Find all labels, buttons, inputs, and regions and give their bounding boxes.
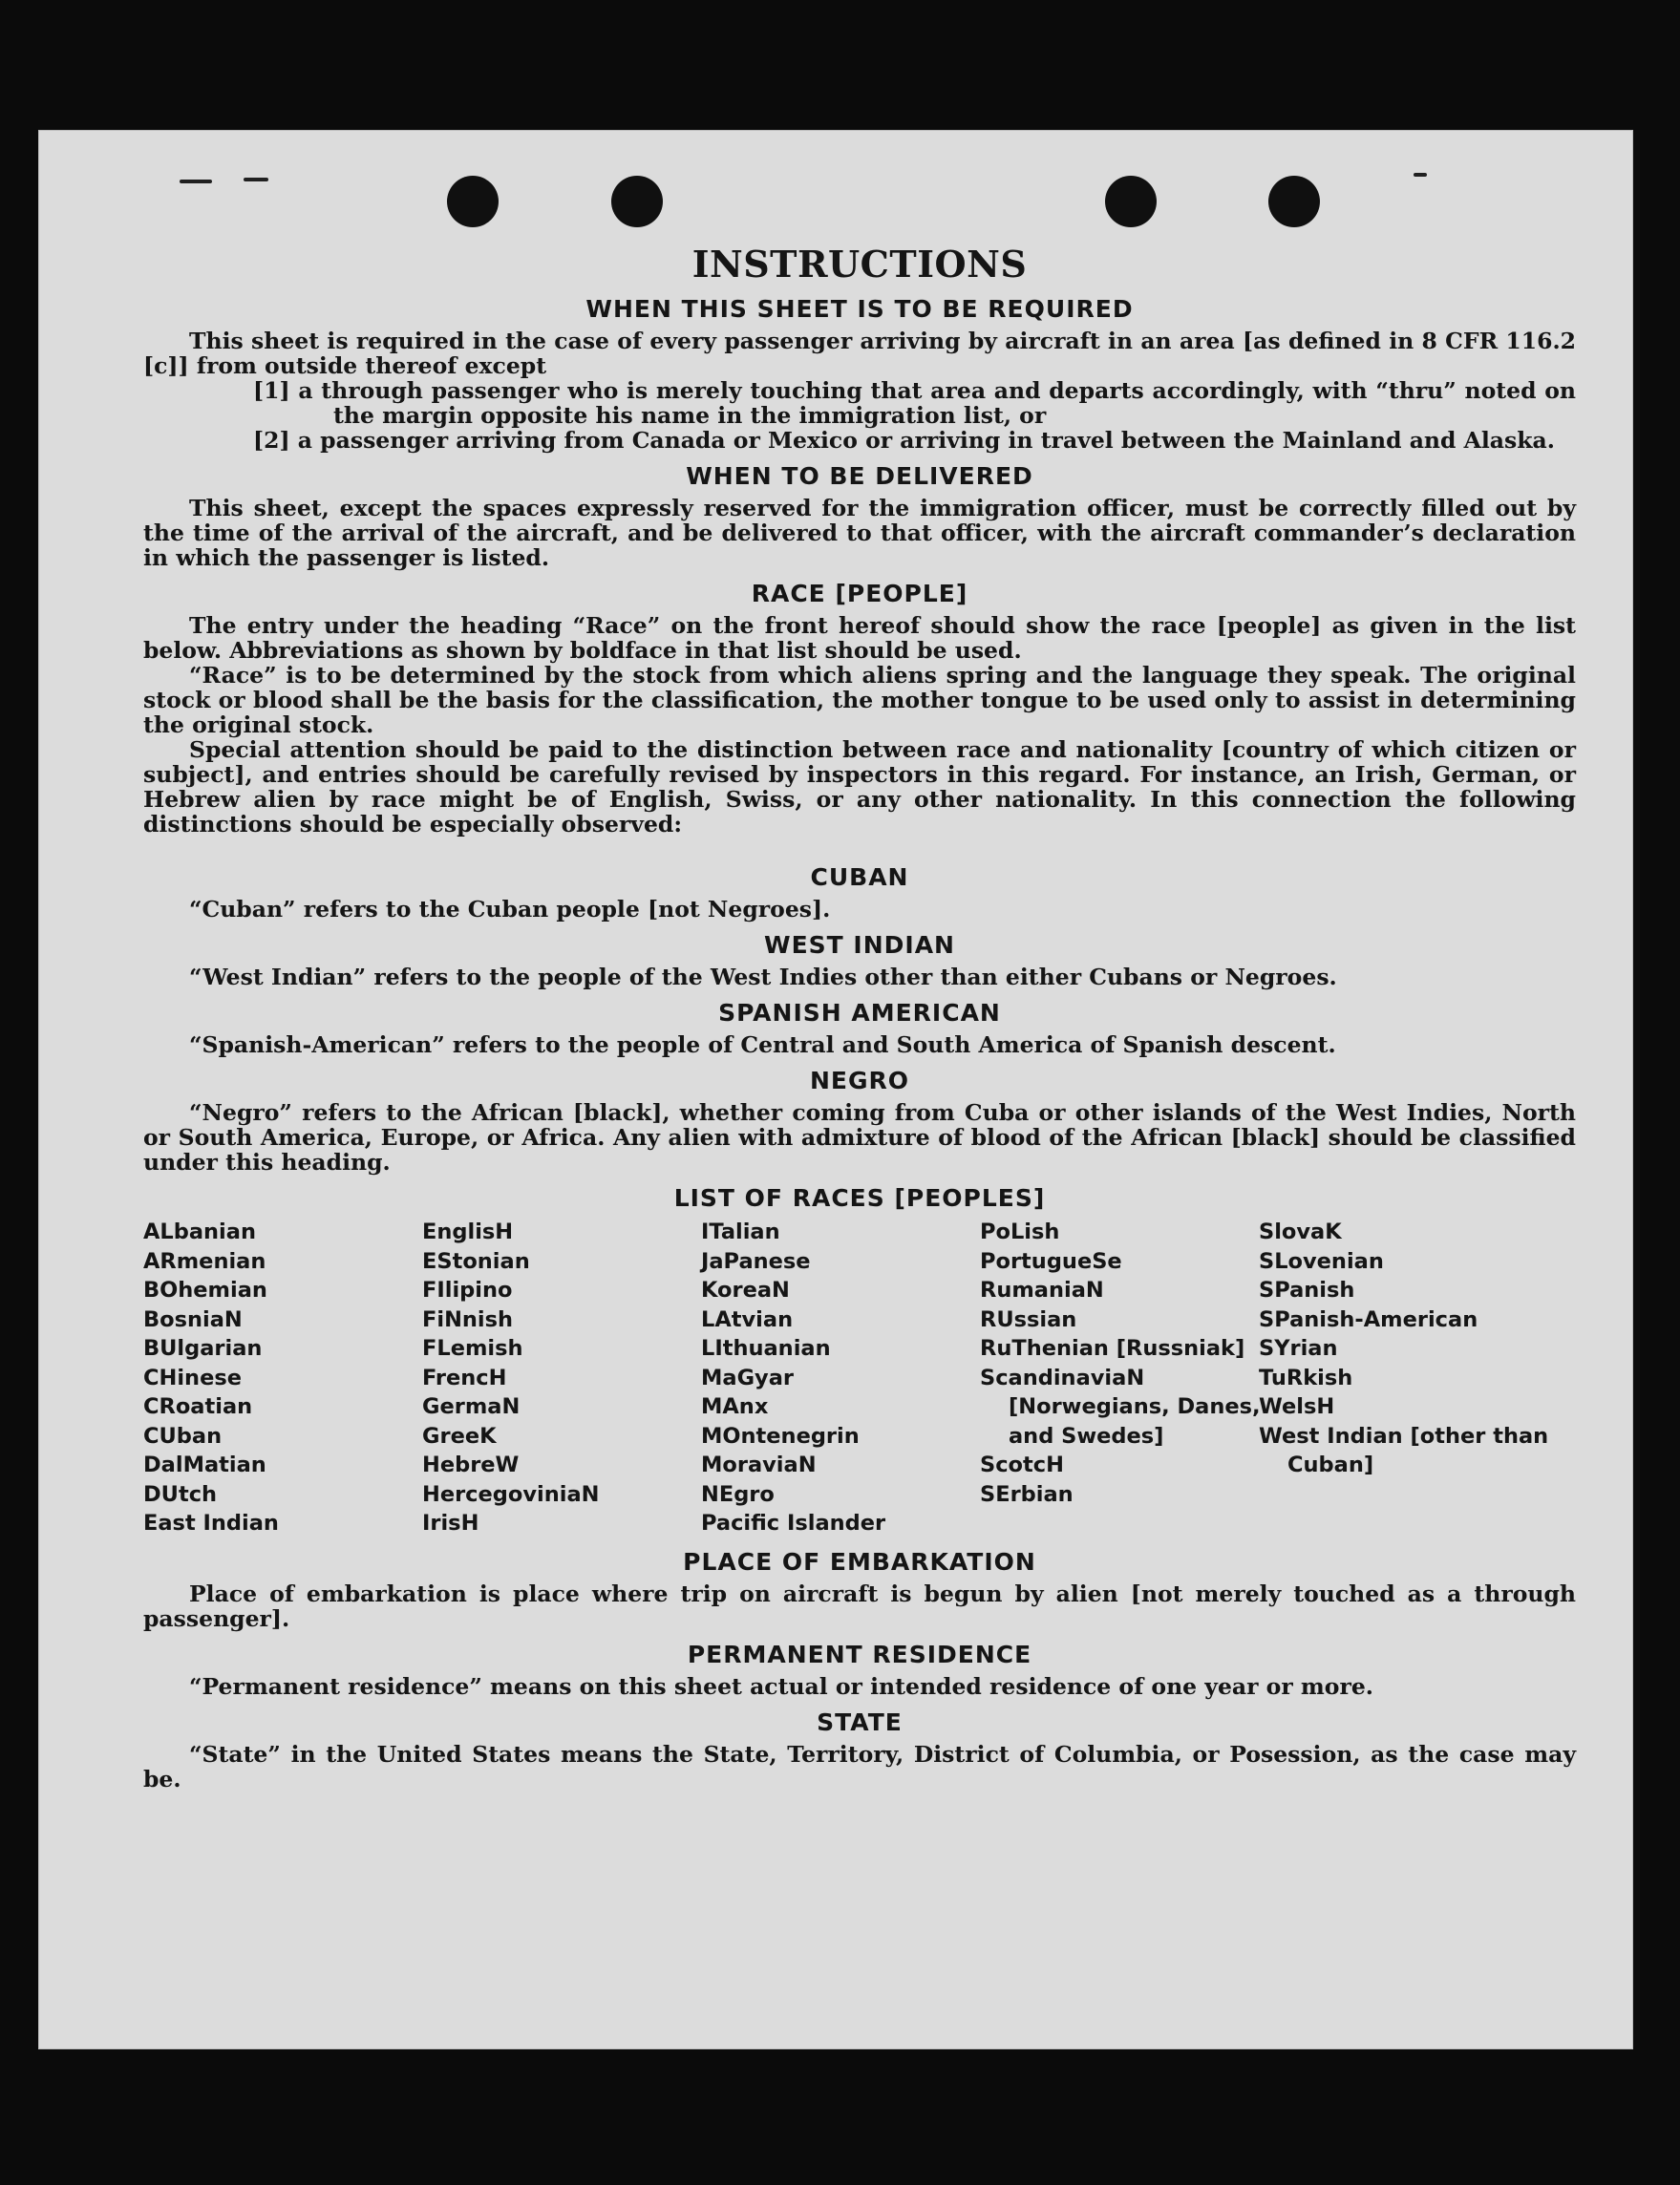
race-list-item: MaGyar (701, 1365, 794, 1390)
embarkation-text: Place of embarkation is place where trip on aircraft is begun by alien [not merely touched as a through passenger]. (143, 1580, 1576, 1632)
ink-speck (180, 180, 212, 183)
race-list-item: CUban (143, 1423, 223, 1449)
punch-hole (447, 176, 499, 227)
state-text: “State” in the United States means the State, Territory, District of Columbia, or Posession, as the case may be. (143, 1740, 1576, 1793)
page-title: INSTRUCTIONS (691, 243, 1028, 286)
race-list-item: TuRkish (1259, 1365, 1353, 1390)
race-list-item: JaPanese (701, 1248, 811, 1274)
race-list-item: BosniaN (143, 1306, 243, 1332)
west-indian-text: “West Indian” refers to the people of the West Indies other than either Cubans or Negroes. (189, 964, 1337, 990)
section-heading-state: STATE (817, 1708, 903, 1736)
ink-speck (244, 178, 268, 181)
race-list-item: DUtch (143, 1481, 218, 1507)
race-list-item: West Indian [other than Cuban] (1259, 1423, 1549, 1477)
document-sheet (38, 130, 1633, 2049)
race-list-item: MOntenegrin (701, 1423, 860, 1449)
race-column-3 (701, 1218, 980, 1538)
race-list-item: SLovenian (1259, 1248, 1384, 1274)
race-list-item: SPanish-American (1259, 1306, 1478, 1332)
race-list-item: ScotcH (980, 1453, 1064, 1477)
section-heading-delivered: WHEN TO BE DELIVERED (686, 462, 1033, 490)
race-list-item: East Indian (143, 1511, 279, 1536)
race-list-item: CHinese (143, 1365, 242, 1390)
race-list-item: FIlipino (422, 1278, 513, 1303)
race-list-item: CRoatian (143, 1394, 253, 1419)
race-list-item: GreeK (422, 1423, 497, 1449)
race-list-item: MoraviaN (701, 1453, 817, 1477)
negro-text: “Negro” refers to the African [black], whether coming from Cuba or other islands of the West Indies, North or South America, Europe, or Africa. Any alien with admixture of blood of the African [black] should be classified under this heading. (143, 1099, 1576, 1176)
race-list-item: RumaniaN (980, 1278, 1104, 1303)
race-paragraph-3: Special attention should be paid to the distinction between race and nationality [country of which citizen or subject], and entries should be carefully revised by inspectors in this regard. For instance, an Irish, German, or Hebrew alien by race might be of English, Swiss, or any other nationality. In this connection the following distinctions should be especially observed: (143, 736, 1576, 838)
instructions-content (143, 243, 1576, 1792)
race-list-item: FrencH (422, 1365, 507, 1390)
race-list-item: RUssian (980, 1306, 1077, 1332)
race-list-item: ARmenian (143, 1248, 266, 1274)
spanish-american-text: “Spanish-American” refers to the people of Central and South America of Spanish descent. (189, 1031, 1336, 1058)
punch-hole (611, 176, 663, 227)
race-list-item: NEgro (701, 1481, 775, 1507)
section-heading-west-indian: WEST INDIAN (764, 931, 955, 959)
race-list-item: BOhemian (143, 1278, 267, 1303)
required-item-2: [2] a passenger arriving from Canada or Mexico or arriving in travel between the Mainland and Alaska. (253, 427, 1555, 454)
race-list-item: PoLish (980, 1220, 1060, 1244)
race-list-item: FiNnish (422, 1306, 514, 1332)
race-list-item: RuThenian [Russniak] (980, 1336, 1245, 1361)
race-list-item: DalMatian (143, 1453, 266, 1477)
race-list (143, 1218, 1576, 1538)
race-list-item: BUlgarian (143, 1336, 263, 1361)
race-list-item: LAtvian (701, 1306, 794, 1332)
race-list-item: Pacific Islander (701, 1511, 886, 1536)
race-list-item: LIthuanian (701, 1336, 831, 1361)
race-list-item: ITalian (701, 1220, 780, 1244)
race-list-item: SYrian (1259, 1336, 1338, 1361)
race-column-4 (980, 1218, 1259, 1538)
punch-hole (1268, 176, 1320, 227)
section-heading-spanish-american: SPANISH AMERICAN (718, 999, 1001, 1027)
residence-text: “Permanent residence” means on this sheet actual or intended residence of one year or more. (189, 1672, 1373, 1700)
race-paragraph-1: The entry under the heading “Race” on the front hereof should show the race [people] as given in the list below. Abbreviations as shown by boldface in that list should be used. (143, 612, 1576, 664)
race-list-item: SErbian (980, 1481, 1074, 1507)
section-heading-race-list: LIST OF RACES [PEOPLES] (673, 1184, 1046, 1212)
race-list-item: SPanish (1259, 1278, 1355, 1303)
section-heading-negro: NEGRO (809, 1067, 910, 1094)
race-column-2 (422, 1218, 701, 1538)
race-list-item: ALbanian (143, 1220, 256, 1244)
race-list-item: SlovaK (1259, 1220, 1342, 1244)
race-list-item: HebreW (422, 1453, 520, 1477)
race-list-item: GermaN (422, 1394, 521, 1419)
race-list-item: FLemish (422, 1336, 523, 1361)
section-heading-race: RACE [PEOPLE] (751, 580, 968, 607)
race-column-1 (143, 1218, 422, 1538)
ink-speck (1414, 173, 1427, 177)
race-list-item: EnglisH (422, 1220, 514, 1244)
race-list-item: PortugueSe (980, 1248, 1122, 1274)
race-column-5 (1259, 1218, 1549, 1538)
cuban-text: “Cuban” refers to the Cuban people [not Negroes]. (189, 896, 831, 923)
section-heading-residence: PERMANENT RESIDENCE (687, 1640, 1032, 1668)
punch-hole (1105, 176, 1157, 227)
required-item-1: [1] a through passenger who is merely touching that area and departs accordingly, with “thru” noted on the margin opposite his name in the immigration list, or (253, 377, 1576, 429)
required-intro: This sheet is required in the case of every passenger arriving by aircraft in an area [as defined in 8 CFR 116.2 [c]] from outside thereof except (143, 328, 1576, 379)
race-list-item: MAnx (701, 1394, 769, 1419)
section-heading-required: WHEN THIS SHEET IS TO BE REQUIRED (585, 295, 1134, 323)
delivered-text: This sheet, except the spaces expressly reserved for the immigration officer, must be correctly filled out by the time of the arrival of the aircraft, and be delivered to that officer, with the aircraft commander’s declaration in which the passenger is listed. (143, 495, 1576, 571)
race-list-item: IrisH (422, 1511, 479, 1536)
section-heading-cuban: CUBAN (810, 863, 909, 891)
race-list-item: EStonian (422, 1248, 530, 1274)
race-paragraph-2: “Race” is to be determined by the stock from which aliens spring and the language they speak. The original stock or blood shall be the basis for the classification, the mother tongue to be used only to assist in determining the original stock. (143, 662, 1576, 738)
race-list-item: HercegoviniaN (422, 1481, 600, 1507)
race-list-item: KoreaN (701, 1278, 790, 1303)
race-list-item: WelsH (1259, 1394, 1335, 1419)
race-list-item: ScandinaviaN [Norwegians, Danes, and Swedes] (980, 1365, 1261, 1449)
section-heading-embarkation: PLACE OF EMBARKATION (683, 1547, 1036, 1576)
